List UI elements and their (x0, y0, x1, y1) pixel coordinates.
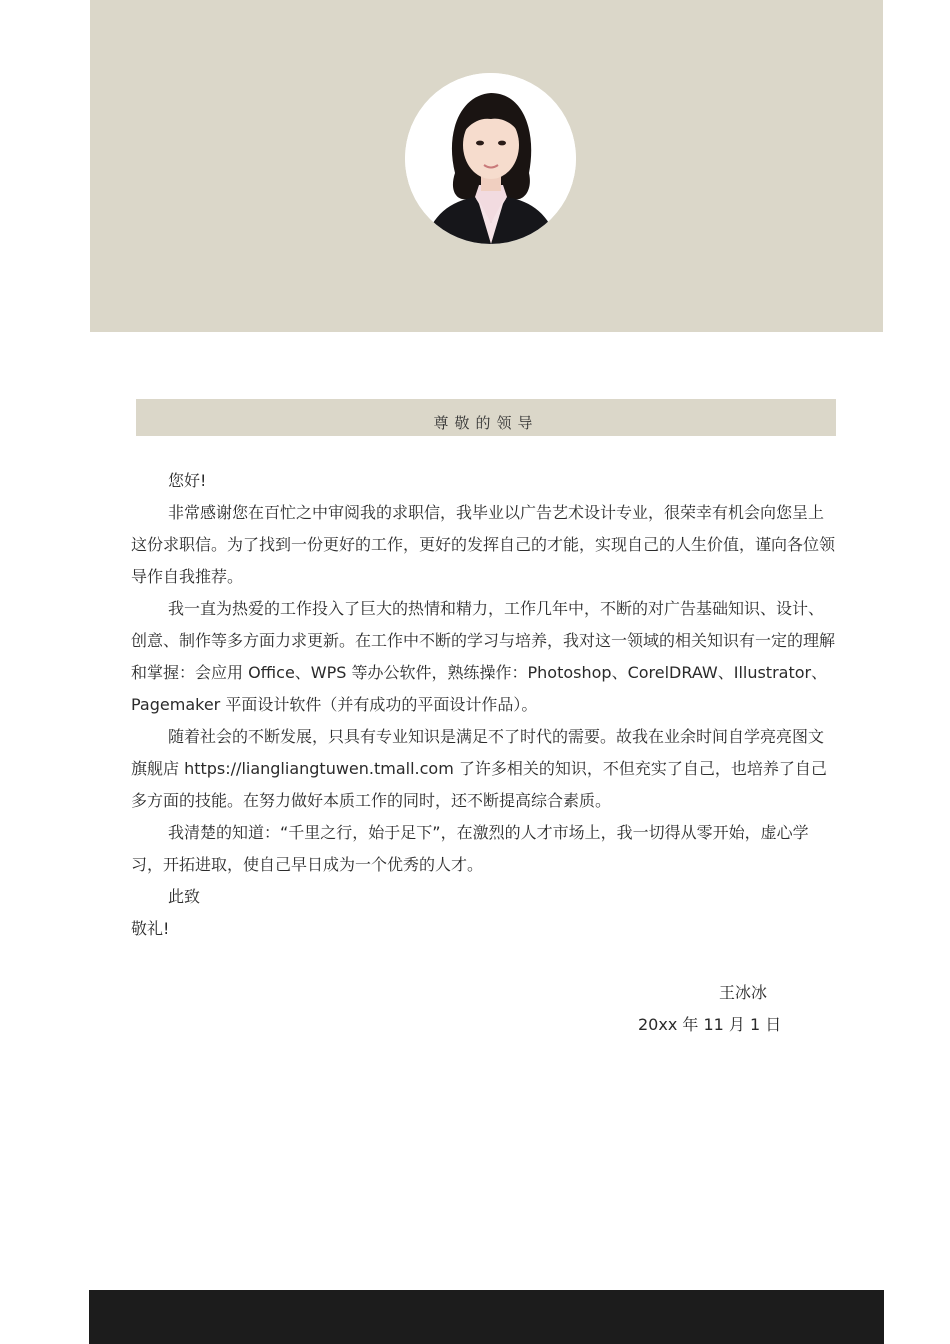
letter-title: 尊敬的领导 (433, 414, 539, 432)
signature-date: 20xx 年 11 月 1 日 (638, 1015, 782, 1034)
letter-paragraph: 随着社会的不断发展，只具有专业知识是满足不了时代的需要。故我在业余时间自学亮亮图文旗舰店 https://liangliangtuwen.tmall.com 了许多相关的知识，不但充实了自己，也培养了自己多方面的技能。在努力做好本质工作的同时，还不断提高综合素质。 (131, 727, 827, 810)
footer-band (89, 1290, 884, 1344)
closing-line: 此致 (168, 887, 201, 906)
letter-paragraph: 非常感谢您在百忙之中审阅我的求职信，我毕业以广告艺术设计专业，很荣幸有机会向您呈上这份求职信。为了找到一份更好的工作，更好的发挥自己的才能，实现自己的人生价值，谨向各位领导作自我推荐。 (131, 503, 836, 586)
letter-body (131, 465, 836, 945)
closing-salute: 敬礼! (131, 919, 170, 938)
letter-paragraph: 我一直为热爱的工作投入了巨大的热情和精力，工作几年中，不断的对广告基础知识、设计、创意、制作等多方面力求更新。在工作中不断的学习与培养，我对这一领域的相关知识有一定的理解和掌握：会应用 Office、WPS 等办公软件，熟练操作：Photoshop、CorelDRAW、Illustrator、Pagemaker 平面设计软件（并有成功的平面设计作品）。 (131, 599, 836, 714)
signature: 王冰冰 (719, 983, 768, 1002)
letter-paragraph: 我清楚的知道：“千里之行，始于足下”，在激烈的人才市场上，我一切得从零开始，虚心学习，开拓进取，使自己早日成为一个优秀的人才。 (131, 823, 809, 874)
avatar (405, 73, 576, 244)
greeting: 您好! (168, 471, 207, 490)
portrait-photo (405, 73, 576, 244)
title-bar (136, 399, 836, 436)
